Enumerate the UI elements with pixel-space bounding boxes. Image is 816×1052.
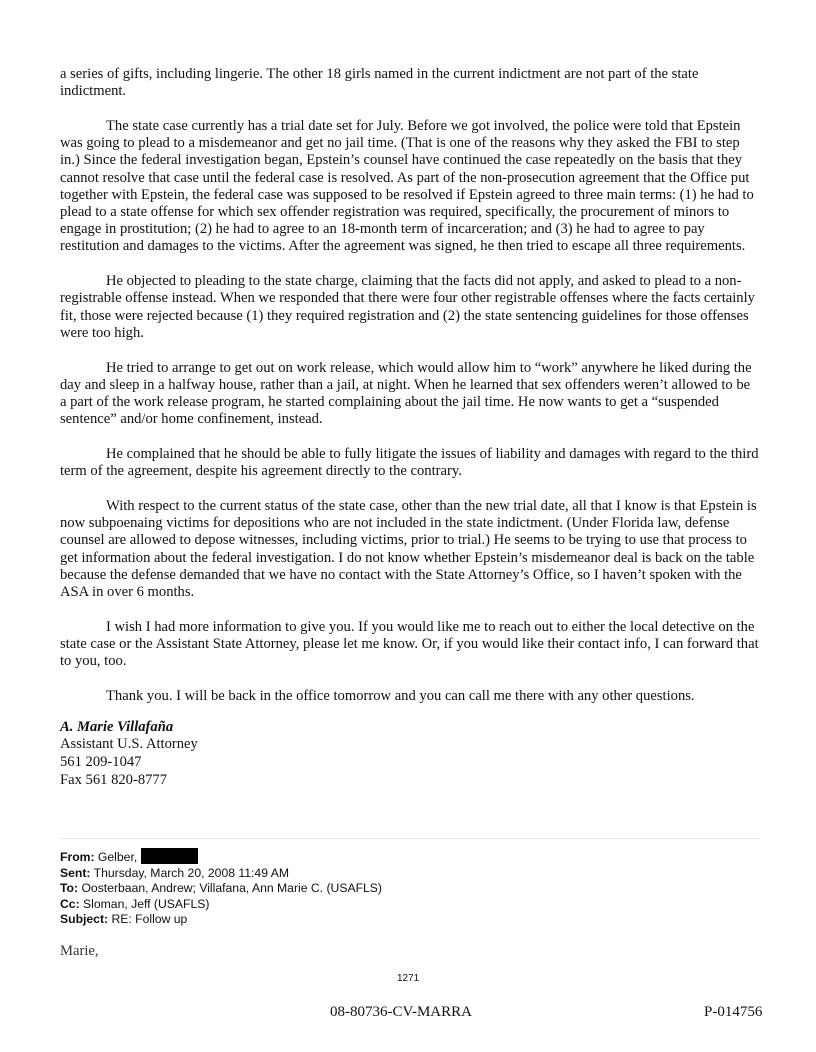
email-subject-value: RE: Follow up xyxy=(111,912,188,927)
email-from-row xyxy=(60,848,382,866)
email-separator xyxy=(60,838,760,839)
signature-fax: Fax 561 820-8777 xyxy=(60,771,168,788)
paragraph-3: He objected to pleading to the state charge, claiming that the facts did not apply, and asked to plead to a non-registrable offense instead. When we responded that there were four other registrable offenses where the facts certainly fit, those were rejected because (1) they required registration and (2) the state sentencing guidelines for those offenses were too high. xyxy=(60,273,755,341)
signature-title: Assistant U.S. Attorney xyxy=(60,736,198,753)
email-to-row xyxy=(60,881,382,897)
signature-block xyxy=(60,719,760,789)
email-subject-row xyxy=(60,912,382,928)
page-number: 1271 xyxy=(397,973,420,984)
email-header xyxy=(60,848,382,928)
paragraph-1: a series of gifts, including lingerie. The other 18 girls named in the current indictment are not part of the state indictment. xyxy=(60,66,699,100)
email-sent-label: Sent: xyxy=(60,865,91,880)
email-from-value: Gelber, xyxy=(97,850,138,864)
redaction-box xyxy=(141,848,198,864)
paragraph-2: The state case currently has a trial date set for July. Before we got involved, the police were told that Epstein was going to plead to a misdemeanor and get no jail time. (That is one of the reasons why they asked the FBI to step in.) Since the federal investigation began, Epstein’s counsel have continued the case repeatedly on the basis that they cannot resolve that case until the federal case is resolved. As part of the non-prosecution agreement that the Office put together with Epstein, the federal case was supposed to be resolved if Epstein agreed to three main terms: (1) he had to plead to a state offense for which sex offender registration was required, specifically, the procurement of minors to engage in prostitution; (2) he had to agree to an 18-month term of incarceration; and (3) he had to agree to pay restitution and damages to the victims. After the agreement was signed, he then tried to escape all three requirements. xyxy=(60,118,754,255)
paragraph-4: He tried to arrange to get out on work release, which would allow him to “work” anywhere he liked during the day and sleep in a halfway house, rather than a jail, at night. When he learned that sex offenders weren’t allowed to be a part of the work release program, he started complaining about the jail time. He now wants to get a “suspended sentence” and/or home confinement, instead. xyxy=(60,359,752,428)
email-sent-value: Thursday, March 20, 2008 11:49 AM xyxy=(93,865,289,880)
letter-body xyxy=(60,66,760,789)
signature-name: A. Marie Villafaña xyxy=(60,718,174,735)
email-sent-row xyxy=(60,866,382,882)
email-to-value: Oosterbaan, Andrew; Villafana, Ann Marie C. (USAFLS) xyxy=(81,881,382,896)
paragraph-6: With respect to the current status of the state case, other than the new trial date, all that I know is that Epstein is now subpoenaing victims for depositions who are not included in the state indictment. (Under Florida law, defense counsel are allowed to depose witnesses, including victims, prior to trial.) He seems to be trying to use that process to get information about the federal investigation. I do not know whether Epstein’s misdemeanor deal is back on the table because the defense demanded that we have no contact with the State Attorney’s Office, so I haven’t spoken with the ASA in over 6 months. xyxy=(60,498,757,601)
email-subject-label: Subject: xyxy=(60,912,109,927)
bates-number: P-014756 xyxy=(704,1004,763,1020)
salutation: Marie, xyxy=(60,943,99,959)
email-from-label: From: xyxy=(60,850,95,864)
paragraph-5: He complained that he should be able to fully litigate the issues of liability and damages with regard to the third term of the agreement, despite his agreement directly to the contrary. xyxy=(60,446,759,480)
signature-phone: 561 209-1047 xyxy=(60,754,142,771)
case-number: 08-80736-CV-MARRA xyxy=(330,1004,472,1020)
email-to-label: To: xyxy=(60,881,79,896)
email-cc-value: Sloman, Jeff (USAFLS) xyxy=(83,896,210,911)
paragraph-7: I wish I had more information to give you. If you would like me to reach out to either the local detective on the state case or the Assistant State Attorney, please let me know. Or, if you would like their contact info, I can forward that to you, too. xyxy=(60,618,759,670)
email-cc-row xyxy=(60,897,382,913)
paragraph-8: Thank you. I will be back in the office tomorrow and you can call me there with any other questions. xyxy=(106,688,695,705)
email-cc-label: Cc: xyxy=(60,896,80,911)
